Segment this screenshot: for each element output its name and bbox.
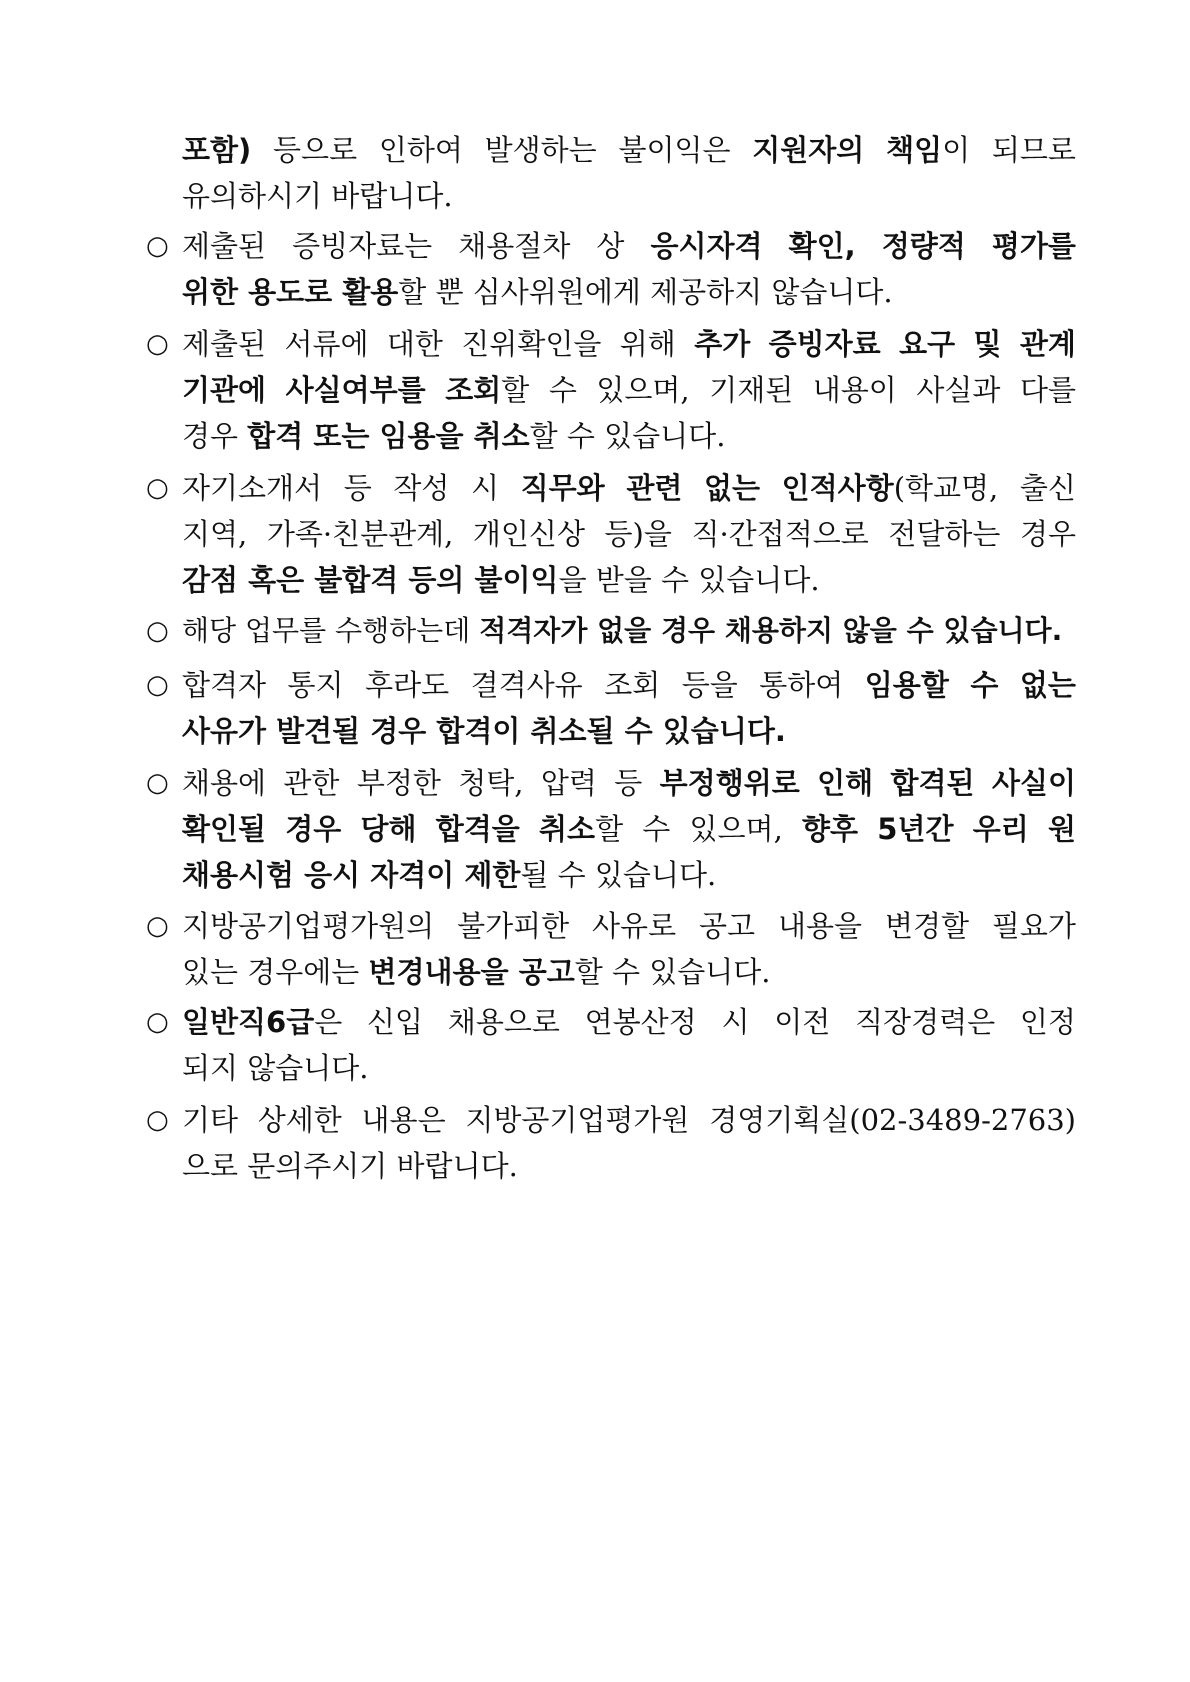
emphasis-text: 관련	[626, 471, 683, 505]
emphasis-text: 수	[970, 668, 999, 702]
text-line	[182, 268, 1076, 316]
text-line	[182, 366, 1076, 414]
body-text: 경영기획실(02-3489-2763)	[709, 1103, 1076, 1137]
emphasis-text: 당해	[360, 812, 417, 846]
text-line	[182, 320, 1076, 368]
body-text: 이전	[774, 1005, 831, 1039]
emphasis-text: 응시자격	[650, 229, 763, 263]
body-text: 서류에	[284, 327, 369, 361]
body-text: 내용은	[361, 1103, 446, 1137]
bullet-circle-icon: ○	[146, 616, 169, 646]
body-text: 시	[471, 471, 500, 505]
text-line	[182, 1096, 1076, 1144]
body-text: 개인신상	[472, 517, 585, 551]
text-line	[182, 805, 1076, 853]
body-text: 상세한	[257, 1103, 342, 1137]
body-text: 시	[721, 1005, 750, 1039]
emphasis-text: 5년간	[877, 812, 954, 846]
body-text: 공고	[699, 909, 756, 943]
body-text: 경우	[182, 419, 248, 453]
body-text: 자기소개서	[182, 471, 323, 505]
text-line	[182, 851, 1076, 899]
body-text: 변경할	[884, 909, 969, 943]
body-text: 등	[614, 766, 643, 800]
body-text: 되므로	[991, 133, 1076, 167]
text-line	[182, 607, 1076, 655]
body-text: 청탁,	[458, 766, 524, 800]
body-text: 되지 않습니다.	[182, 1051, 369, 1085]
body-text: 있으며,	[689, 812, 783, 846]
emphasis-text: 부정행위로	[659, 766, 800, 800]
body-text: 으로 문의주시기 바랍니다.	[182, 1149, 518, 1183]
body-text: 가족·친분관계,	[266, 517, 454, 551]
emphasis-text: 채용시험 응시 자격이 제한	[182, 858, 521, 892]
text-line	[182, 948, 1076, 996]
emphasis-text: 합격된	[890, 766, 975, 800]
emphasis-text: 책임이	[886, 133, 971, 167]
body-text: 지역,	[182, 517, 248, 551]
body-text: 채용에	[182, 766, 267, 800]
body-text: 직·간접적으로	[691, 517, 869, 551]
body-text: 조회	[604, 668, 661, 702]
body-text: 사실과	[916, 373, 1001, 407]
body-text: 등을	[681, 668, 738, 702]
body-text: 연봉산정	[584, 1005, 697, 1039]
body-text: 통하여	[759, 668, 844, 702]
emphasis-text: 평가를	[991, 229, 1076, 263]
text-line	[182, 707, 1076, 755]
emphasis-text: 일반직6급은	[182, 1005, 343, 1039]
body-text: 내용을	[777, 909, 863, 943]
body-text: 등	[343, 471, 372, 505]
body-text: 내용이	[812, 373, 897, 407]
text-line	[182, 412, 1076, 460]
emphasis-text: 임용할	[864, 668, 949, 702]
body-text: 지방공기업평가원	[465, 1103, 690, 1137]
body-text: 해당 업무를 수행하는데	[182, 614, 480, 647]
body-text: 결격사유	[470, 668, 583, 702]
body-text: 후라도	[365, 668, 450, 702]
emphasis-text: 조회할	[445, 373, 530, 407]
text-line	[182, 126, 1076, 174]
body-text: 있으며,	[596, 373, 690, 407]
body-text: 작성	[393, 471, 450, 505]
emphasis-text: 향후	[802, 812, 859, 846]
body-text: 다를	[1019, 373, 1076, 407]
body-text: 수	[548, 373, 577, 407]
body-text: 발생하는	[484, 133, 597, 167]
emphasis-text: 기관에	[182, 373, 267, 407]
body-text: 이	[942, 133, 971, 167]
emphasis-text: 원	[1047, 812, 1076, 846]
text-line	[182, 556, 1076, 604]
emphasis-text: 확인,	[788, 229, 856, 263]
text-line	[182, 1142, 1076, 1190]
body-text: 있는 경우에는	[182, 955, 369, 989]
body-text: 진위확인을	[461, 327, 602, 361]
body-text: 전달하는	[888, 517, 1001, 551]
emphasis-text: 확인될	[182, 812, 267, 846]
body-text: 될 수 있습니다.	[520, 858, 717, 892]
text-line	[182, 464, 1076, 512]
body-text: 신입	[367, 1005, 424, 1039]
body-text: 부정한	[356, 766, 441, 800]
body-text: 유의하시기 바랍니다.	[182, 179, 453, 213]
body-text: 불이익은	[618, 133, 731, 167]
body-text: 합격자	[182, 668, 267, 702]
body-text: 할	[595, 812, 624, 846]
body-text: 할 뿐 심사위원에게 제공하지 않습니다.	[398, 275, 893, 309]
emphasis-text: 추가	[694, 327, 751, 361]
text-line	[182, 222, 1076, 270]
body-text: 사유로	[592, 909, 677, 943]
emphasis-text: 없는	[1019, 668, 1076, 702]
emphasis-text: 없는	[703, 471, 760, 505]
emphasis-text: 지원자의	[752, 133, 865, 167]
body-text: 출신	[1019, 471, 1076, 505]
body-text: 위해	[619, 327, 676, 361]
text-line	[182, 510, 1076, 558]
text-line	[182, 998, 1076, 1046]
emphasis-text: 변경내용을 공고	[368, 955, 575, 989]
bullet-circle-icon: ○	[146, 473, 169, 503]
bullet-circle-icon: ○	[146, 1007, 169, 1037]
body-text: 기재된	[709, 373, 794, 407]
emphasis-text: 취소할	[539, 812, 624, 846]
body-text: 인정	[1019, 1005, 1076, 1039]
text-line	[182, 661, 1076, 709]
body-text: 할 수 있습니다.	[529, 419, 726, 453]
emphasis-text: 관계	[1019, 327, 1076, 361]
body-text: 통지	[287, 668, 344, 702]
emphasis-text: 사실여부를	[285, 373, 426, 407]
body-text: 필요가	[991, 909, 1076, 943]
emphasis-text: 우리	[972, 812, 1029, 846]
emphasis-text: 직무와	[520, 471, 605, 505]
text-line	[182, 1044, 1076, 1092]
emphasis-text: 인적사항(학교명,	[781, 471, 999, 505]
body-text: 지방공기업평가원의	[182, 909, 435, 943]
body-text: 인하여	[378, 133, 463, 167]
emphasis-text: 합격을	[435, 812, 520, 846]
body-text: 할	[501, 373, 530, 407]
emphasis-text: 사실이	[991, 766, 1076, 800]
emphasis-text: 및	[973, 327, 1002, 361]
emphasis-text: 합격 또는 임용을 취소	[247, 419, 530, 453]
bullet-circle-icon: ○	[146, 1105, 169, 1135]
body-text: 제출된	[182, 229, 267, 263]
body-text: 압력	[540, 766, 597, 800]
emphasis-text: 사유가 발견될 경우 합격이 취소될 수 있습니다.	[182, 714, 786, 748]
bullet-circle-icon: ○	[146, 768, 169, 798]
bullet-circle-icon: ○	[146, 231, 169, 261]
body-text: 등으로	[273, 133, 358, 167]
body-text: 은	[314, 1005, 343, 1039]
body-text: 대한	[386, 327, 443, 361]
emphasis-text: 위한 용도로 활용	[182, 275, 399, 309]
emphasis-text: 적격자가 없을 경우 채용하지 않을 수 있습니다.	[479, 614, 1063, 647]
emphasis-text: 경우	[285, 812, 342, 846]
emphasis-text: 인해	[817, 766, 874, 800]
body-text: 경우	[1019, 517, 1076, 551]
body-text: 불가피한	[457, 909, 570, 943]
emphasis-text: 감점 혹은 불합격 등의 불이익	[182, 563, 559, 597]
bullet-circle-icon: ○	[146, 911, 169, 941]
body-text: 직장경력은	[855, 1005, 996, 1039]
emphasis-text: 정량적	[881, 229, 966, 263]
body-text: 수	[642, 812, 671, 846]
emphasis-text: 요구	[899, 327, 956, 361]
emphasis-text: 증빙자료	[768, 327, 881, 361]
body-text: 등)을	[604, 517, 672, 551]
body-text: 증빙자료는	[292, 229, 433, 263]
body-text: 채용으로	[447, 1005, 560, 1039]
emphasis-text: 포함)	[182, 133, 252, 167]
text-line	[182, 759, 1076, 807]
bullet-circle-icon: ○	[146, 670, 169, 700]
body-text: (학교명,	[893, 471, 999, 505]
body-text: 채용절차	[458, 229, 571, 263]
text-line	[182, 172, 1076, 220]
text-line	[182, 902, 1076, 950]
body-text: 관한	[283, 766, 340, 800]
body-text: 제출된	[182, 327, 267, 361]
body-text: 할 수 있습니다.	[574, 955, 771, 989]
body-text: 기타	[182, 1103, 239, 1137]
body-text: 상	[596, 229, 625, 263]
body-text: 을 받을 수 있습니다.	[558, 563, 820, 597]
bullet-circle-icon: ○	[146, 329, 169, 359]
